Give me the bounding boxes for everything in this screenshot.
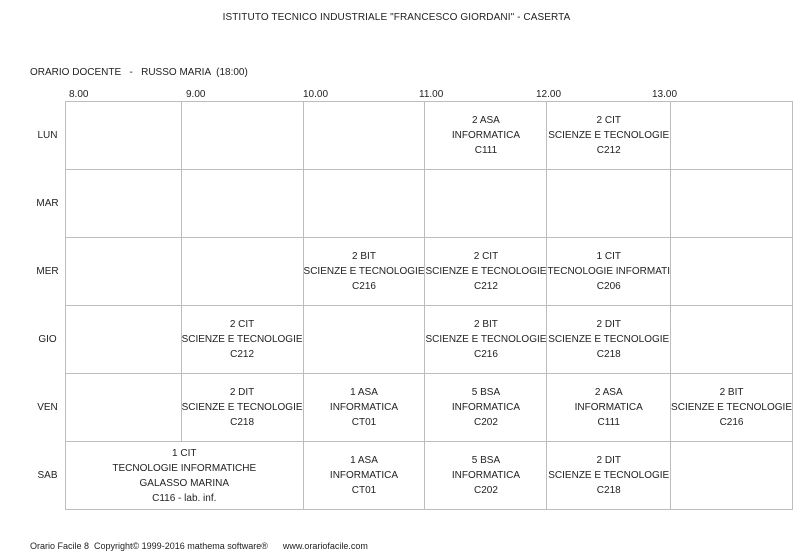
lesson-gio-0900 (181, 306, 303, 374)
lesson-ven-1100 (425, 374, 547, 442)
lesson-subject: TECNOLOGIE INFORMATI (547, 266, 671, 277)
lesson-subject: SCIENZE E TECNOLOGIE (548, 334, 670, 345)
lesson-class: 2 BIT (474, 319, 498, 330)
lesson-mer-1100 (425, 238, 547, 306)
lesson-room: C218 (596, 485, 621, 496)
lesson-subject: SCIENZE E TECNOLOGIE (548, 470, 670, 481)
lesson-class: 2 DIT (596, 455, 621, 466)
lesson-teacher: GALASSO MARINA (139, 477, 229, 489)
lesson-sab-1100 (425, 442, 547, 510)
lesson-class: 5 BSA (471, 455, 501, 466)
lesson-class: 2 BIT (352, 251, 376, 262)
lesson-subject: SCIENZE E TECNOLOGIE (425, 266, 547, 277)
slot-gio-1000 (303, 306, 425, 374)
lesson-subject: SCIENZE E TECNOLOGIE (181, 334, 303, 345)
slot-mer-0800 (66, 238, 182, 306)
lesson-subject: INFORMATICA (329, 470, 399, 481)
lesson-subject: SCIENZE E TECNOLOGIE (425, 334, 547, 345)
lesson-class: 2 CIT (473, 251, 499, 262)
lesson-class: 1 ASA (350, 387, 378, 398)
hour-label-1300: 13.00 (652, 89, 678, 100)
day-label-lun: LUN (37, 130, 58, 141)
slot-gio-1300 (671, 306, 793, 374)
day-label-mer: MER (36, 266, 59, 277)
lesson-subject: INFORMATICA (451, 130, 521, 141)
lesson-class: 1 CIT (596, 251, 621, 262)
row-lun (66, 102, 793, 170)
lesson-room: C212 (596, 145, 621, 156)
slot-lun-1300 (671, 102, 793, 170)
lesson-class: 2 ASA (594, 387, 623, 398)
lesson-class: 2 BIT (719, 387, 744, 398)
lesson-class: 1 ASA (350, 455, 378, 466)
lesson-room: C111 (474, 145, 498, 156)
lesson-sab-1200 (547, 442, 671, 510)
lesson-room: C206 (596, 281, 621, 292)
row-ven (66, 374, 793, 442)
lesson-lun-1200 (547, 102, 671, 170)
row-sab (66, 442, 793, 510)
lesson-room: C202 (474, 417, 498, 428)
lesson-class: 2 ASA (472, 115, 500, 126)
slot-mar-1300 (671, 170, 793, 238)
row-mer (66, 238, 793, 306)
day-label-sab: SAB (37, 470, 58, 481)
slot-mar-0900 (181, 170, 303, 238)
slot-mar-0800 (66, 170, 182, 238)
slot-lun-0900 (181, 102, 303, 170)
lesson-room: C218 (596, 349, 621, 360)
lesson-class: 1 CIT (172, 447, 197, 459)
lesson-class: 2 DIT (596, 319, 621, 330)
lesson-ven-0900 (181, 374, 303, 442)
lesson-subject: TECNOLOGIE INFORMATICHE (112, 462, 257, 474)
lesson-gio-1100 (425, 306, 547, 374)
slot-ven-0800 (66, 374, 182, 442)
lesson-ven-1000 (303, 374, 425, 442)
hour-label-1000: 10.00 (303, 89, 329, 100)
lesson-ven-1300 (671, 374, 793, 442)
row-mar (66, 170, 793, 238)
lesson-lun-1100 (425, 102, 547, 170)
slot-lun-0800 (66, 102, 182, 170)
lesson-room: C216 (352, 281, 376, 292)
lesson-class: 2 DIT (229, 387, 255, 398)
lesson-room: C216 (474, 349, 498, 360)
lesson-subject: SCIENZE E TECNOLOGIE (181, 402, 303, 413)
lesson-room: C218 (230, 417, 254, 428)
day-label-mar: MAR (36, 198, 59, 209)
slot-lun-1000 (303, 102, 425, 170)
lesson-ven-1200 (547, 374, 671, 442)
school-title: ISTITUTO TECNICO INDUSTRIALE "FRANCESCO GIORDANI" - CASERTA (222, 12, 571, 23)
teacher-line: ORARIO DOCENTE - RUSSO MARIA (18:00) (30, 67, 248, 78)
lesson-gio-1200 (547, 306, 671, 374)
lesson-subject: INFORMATICA (329, 402, 399, 413)
lesson-subject: INFORMATICA (451, 470, 521, 481)
day-label-ven: VEN (37, 402, 58, 413)
slot-mar-1100 (425, 170, 547, 238)
hour-label-1200: 12.00 (536, 89, 562, 100)
hour-label-1100: 11.00 (419, 89, 444, 100)
lesson-room: C216 (719, 417, 744, 428)
lesson-subject: INFORMATICA (451, 402, 521, 413)
lesson-room: C116 - lab. inf. (152, 492, 217, 504)
timetable-grid (65, 101, 793, 510)
lesson-room: C202 (474, 485, 498, 496)
lesson-room: CT01 (351, 485, 377, 496)
lesson-mer-1000 (303, 238, 425, 306)
lesson-sab-1000 (303, 442, 425, 510)
lesson-subject: SCIENZE E TECNOLOGIE (671, 402, 792, 413)
slot-sab-1300 (671, 442, 793, 510)
lesson-class: 5 BSA (471, 387, 501, 398)
lesson-room: C111 (597, 417, 620, 428)
lesson-class: 2 CIT (596, 115, 621, 126)
lesson-room: C212 (230, 349, 254, 360)
hour-label-0800: 8.00 (69, 89, 89, 100)
lesson-sab-0800 (66, 442, 304, 510)
footer-copyright: Orario Facile 8 Copyright© 1999-2016 mathema software® www.orariofacile.com (30, 541, 368, 551)
slot-mer-0900 (181, 238, 303, 306)
lesson-room: C212 (474, 281, 498, 292)
row-gio (66, 306, 793, 374)
slot-gio-0800 (66, 306, 182, 374)
slot-mar-1000 (303, 170, 425, 238)
hour-label-0900: 9.00 (186, 89, 206, 100)
lesson-room: CT01 (351, 417, 377, 428)
lesson-mer-1200 (547, 238, 671, 306)
day-label-gio: GIO (38, 334, 57, 345)
slot-mar-1200 (547, 170, 671, 238)
lesson-class: 2 CIT (229, 319, 255, 330)
lesson-subject: SCIENZE E TECNOLOGIE (548, 130, 670, 141)
slot-mer-1300 (671, 238, 793, 306)
lesson-subject: SCIENZE E TECNOLOGIE (303, 266, 425, 277)
lesson-subject: INFORMATICA (574, 402, 643, 413)
